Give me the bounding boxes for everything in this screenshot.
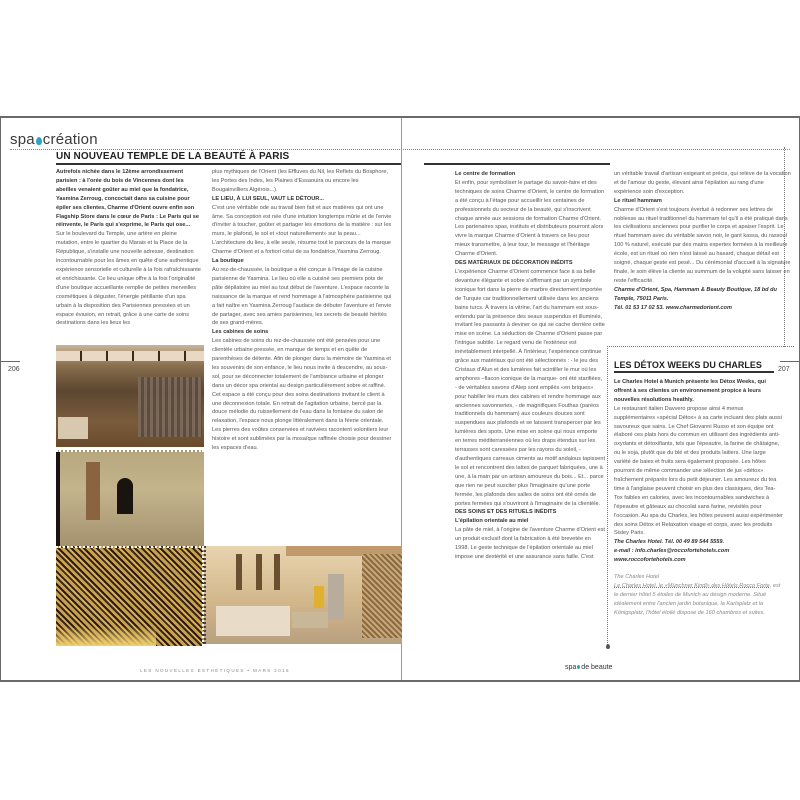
spacer: [614, 565, 784, 573]
headline-rule: [614, 371, 774, 373]
subheading: LE LIEU, À LUI SEUL, VAUT LE DÉTOUR...: [212, 195, 324, 202]
section-rubric: [10, 131, 98, 148]
warm-light: [56, 626, 156, 646]
cabinet: [216, 606, 290, 636]
hotel-email: e-mail : info.charles@roccofortehotels.com: [614, 548, 730, 555]
subheading: Le centre de formation: [455, 171, 516, 177]
page-number-right: 207: [778, 366, 790, 373]
ceiling-beams: [56, 351, 204, 361]
article-column-4: [614, 170, 792, 313]
paragraph: Les cabines de soins du rez-de-chaussée ont été pensées pour une clientèle urbaine pressée, en manque de temps et en quête de parenthèses de détente. Afin de plonger dans la mémoire de Yasmina et les souvenirs de son enfance, le lieu nous invite à descendre, au sous-sol, pour se déconnecter totalement de l'ambiance urbaine et plonger dans un décor spa oriental au design particulièrement sobre et raffiné. Cet espace a été conçu pour des soins destinations invitant le client à une déconnexion totale. En retrait de l'agitation urbaine, bercé par la douce mélodie du ruissellement de l'eau dans la fontaine du salon de relaxation, l'espace nous plonge littéralement dans la féerie orientale. Les pierres des voûtes conservées et ravivées racontent volontiers leur histoire et sont sublimées par la mosaïque raffinée choisie pour dessiner les espaces d'eau.: [212, 338, 392, 452]
hanging-lantern: [236, 554, 242, 590]
page-number-rule: [0, 361, 20, 362]
folio-de-beaute: de beaute: [581, 664, 613, 671]
folio-spa: spa: [565, 664, 577, 671]
subheading: La boutique: [212, 258, 244, 265]
subheading: Le rituel hammam: [614, 197, 662, 204]
paragraph: Charme d'Orient s'est toujours évertué à redonner ses lettres de noblesse au rituel traditionnel du hammam tel qu'il a été pratiqué dans les civilisations anciennes pour purifier le corps et apaiser l'esprit. Le rituel hammam avec du véritable savon noir, le gant kassa, du rassoul 100 % naturel, exécuté par des mains expertes formées à la meilleure école, est un rituel où rien n'est laissé au hasard, chaque détail est soigné, chaque geste est pesé... Du cérémonial d'accueil à la signature finale, le soin élève la cliente au summum de la volupté sans laisser en reste l'efficacité.: [614, 206, 791, 284]
photo-stone-vault-room: [56, 450, 204, 546]
detox-lead: Le Charles Hotel à Munich présente les Détox Weeks, qui offrent à ses clientes un environnement propice à leurs nouvelles résolutions heathly.: [614, 379, 766, 403]
shadow-edge: [56, 452, 60, 546]
article-column-2: [212, 168, 392, 453]
detox-column: [614, 378, 784, 618]
subheading: DES SOINS ET DES RITUELS INÉDITS: [455, 509, 557, 516]
detox-headline: LES DÉTOX WEEKS DU CHARLES: [614, 360, 762, 370]
paragraph: C'est une véritable ode au travail bien fait et aux matières qui ont une âme. Sa conception est née d'une intuition longtemps mûrie et de l'envie d'inviter à toucher, goûter et partager les émotions de la matière : sur les murs, le plafond, le sol et «tout naturellement» sur la peau... L'architecture du lieu, à elle seule, résume tout le parcours de la marque Charme d'Orient et a fortiori celui de sa fondatrice,Yasmina Zerroug.: [212, 204, 392, 256]
article-column-3: [455, 170, 605, 562]
mosaic-wall: [362, 554, 402, 638]
article-column-1: [56, 168, 201, 328]
page-border-left: [0, 116, 1, 682]
mosaic-wall: [138, 377, 202, 437]
rubric-spa: spa: [10, 131, 35, 148]
hotel-description: Le Charles Hotel, le «Münchner Kindl» des Hôtels Rocco Forte, est le dernier hôtel 5 étoiles de Munich au design moderne. Situé idéalement entre l'ancien jardin botanique, la Karlsplatz et la Königsplatz, l'hôtel étoilé dispose de 160 chambres et suites.: [614, 582, 781, 616]
hotel-title: The Charles Hotel: [614, 574, 660, 581]
end-drop-icon: [606, 644, 610, 649]
dotted-divider: [614, 587, 769, 588]
subheading: Les cabines de soins: [212, 329, 269, 336]
arched-doorway: [117, 478, 133, 514]
hotel-website: www.roccofortehotels.com: [614, 557, 686, 564]
folio-left: LES NOUVELLES ESTHÉTIQUES • MARS 2015: [140, 668, 290, 673]
water-drop-icon: [36, 137, 42, 145]
paragraph: Et enfin, pour symboliser le partage du savoir-faire et des techniques de soins Charme d'Orient, le centre de formation a été conçu à l'étage pour accueillir les centaines de professionnels du secteur de la beauté, qui s'inscrivent chaque année aux sessions de formation Charme d'Orient. Les partenaires spas, instituts et distributeurs pourront alors vivre la marque Charme d'Orient à travers ce lieu pour mieux transmettre, à leur tour, le message et l'héritage Charme d'Orient.: [455, 179, 605, 258]
dotted-divider: [10, 149, 790, 150]
hotel-phone: The Charles Hotel. Tél. 00 49 89 544 5559.: [614, 539, 725, 546]
paragraph: plus mythiques de l'Orient (les Effluves du Nil, les Reflets du Bosphore, les Portes des Indes, les Plaines d'Essaouira ou encore les Bougainvilliers Algérois...).: [212, 169, 389, 193]
bathrobe: [314, 586, 324, 608]
photo-mosaic-hammam: [56, 546, 204, 646]
contact-signature: Tél. 01 53 17 02 53. www.charmedorient.com: [614, 304, 732, 311]
paragraph: La pâte de miel, à l'origine de l'aventure Charme d'Orient est un produit exclusif dont la fabrication à été brevetée en 1998. Le geste technique de l'épilation orientale au miel impose une dextérité et une assurance sans faille. C'est: [455, 527, 605, 560]
address-signature: Charme d'Orient, Spa, Hammam & Beauty Boutique, 18 bd du Temple, 75011 Paris.: [614, 286, 777, 302]
wooden-door: [86, 462, 100, 520]
photo-boutique-interior: [56, 345, 204, 447]
paragraph: un véritable travail d'artisan exigeant et précis, qui relève de la vocation et de l'amour du geste, élevant ainsi l'épilation au rang d'une expérience soin d'exception.: [614, 171, 791, 195]
rubric-creation: création: [42, 131, 98, 148]
headline-rule: [56, 163, 401, 165]
water-drop-icon: [577, 665, 580, 669]
paragraph: Au rez-de-chaussée, la boutique a été conçue à l'image de la cuisine parisienne de Yasmina. Le lieu où elle a cuisiné ses premiers pots de pâte dépilatoire au miel au tout début de l'aventure. L'espace raconte la naissance de la marque et rend hommage à l'atmosphère parisienne qui a fait naître en Yasmina Zerroug l'audace de débuter l'aventure et l'envie de partager, avec ses amies parisiennes, les secrets de beauté hérités de ses grand-mères.: [212, 266, 392, 327]
subheading: DES MATÉRIAUX DE DÉCORATION INÉDITS: [455, 260, 573, 267]
hanging-lantern: [256, 554, 262, 590]
paragraph: L'expérience Charme d'Orient commence face à sa belle devanture élégante et sobre s'affirmant par un symbole iconique fort dans la pierre de marbre directement importée de Turquie car traditionnellement utilisée dans les anciens bains turcs. À travers la vitrine, l'art du hammam est sous-entendu par la présence des seaux suspendus et illuminés, invitant les passants à deviner ce qui se cache derrière cette mise en scène. La séduction de Charme d'Orient passe par l'intrigue subtile. Le regard venu de l'extérieur est inévitablement interpellé. À l'intérieur, l'expérience continue grâce aux matériaux qui ont été sélectionnés : - le jeu des Cristaux d'Alun et des lumières fait scintiller le mur où les amphores –flacon iconique de la marque- ont été starifiées, - de véritables savons d'Alep sont empilés «en briques» pour habiller les murs des cabines et rendre hommage aux anciennes savonneries, - de magnifiques Fouthas (paréos traditionnels du hammam) aux couleurs douces sont suspendues aux plafonds et se laissent transpercer par les lumières des spots. Une mise en scène qui nous emporte en terres méditerranéennes où les draps étendus sur les terrasses sont caressées par les rayons du soleil, - d'authentiques carreaux ciments au motif andalous tapissent le sol et rencontrent des lattes de parquet fabriquées, une à une, à la main par un artisan amoureux du bois... Et... parce que rien ne peut susciter plus l'imaginaire qu'une porte fermée, les plafonds des salles de soins ont été ornés de portes fermées qui s'ouvriront à l'imaginaire de la clientèle.: [455, 268, 606, 507]
hanging-lantern: [274, 554, 280, 590]
subheading: L'épilation orientale au miel: [455, 518, 529, 525]
paragraph: Sur le boulevard du Temple, une artère en pleine mutation, entre le quartier du Marais et la Place de la République, s'installe une nouvelle adresse, destination incontournable pour les âmes en quête d'une authentique expérience sensorielle et culturelle à la fois rafraîchissante et enrichissante. Ce lieu unique offre à la fois l'originalité d'une boutique accueillante remplie de petites merveilles cosmétiques à déguster, l'énergie pétillante d'un spa urbain à la disposition des Parisiennes pressées et un espace évasion, en retrait, grâce à une carte de soins destinations dans les lieux les: [56, 231, 201, 327]
page-number-left: 206: [8, 366, 20, 373]
photo-treatment-cabin: [204, 546, 402, 644]
article-headline: UN NOUVEAU TEMPLE DE LA BEAUTÉ À PARIS: [56, 151, 290, 162]
sofa: [292, 612, 328, 628]
headline-rule-right: [424, 163, 610, 165]
door: [328, 574, 344, 620]
counter: [58, 417, 88, 439]
folio-right: [565, 664, 612, 671]
article-lead: Autrefois nichée dans le 12ème arrondissement parisien : à l'orée du bois de Vincennes dont les abeilles venaient goûter au miel que la fondatrice, Yasmina Zerroug, concoctait dans sa cuisine pour épiler ses clientes, Charme d'Orient ouvre enfin son Flagship Store dans le cœur de Paris : Le Paris qui se réinvente, le Paris qui s'exprime, le Paris qui ose...: [56, 169, 199, 229]
paragraph: Le restaurant italien Davvero propose ainsi 4 menus supplémentaires «spécial Détox» à sa carte incluant des plats aussi savoureux que sains. Le Chef Giovanni Russo et son équipe ont élaboré ces plats hors du commun en utilisant des ingrédients anti-oxydants et détoxifiants, tels que l'épeautre, la farine de châtaigne, ou le soja, plutôt que du blé et des produits laitiers. Une large variété de baies et fruits sera également proposée. Les hôtes pourront de même commander une sélection de jus «détox» fraîchement préparés lors du petit déjeuner. Les amoureux du tea time à l'anglaise peuvent choisir en plus des classiques, des Tea-Tox faibles en calories, avec les incontournables sandwiches à l'épeautre et gâteaux au chocolat sans farine, revisités pour l'occasion. Au spa du Charles, les hôtes peuvent aussi expérimenter des soins Détox et Relaxation visage et corps, avec les produits Sisley Paris.: [614, 405, 783, 537]
